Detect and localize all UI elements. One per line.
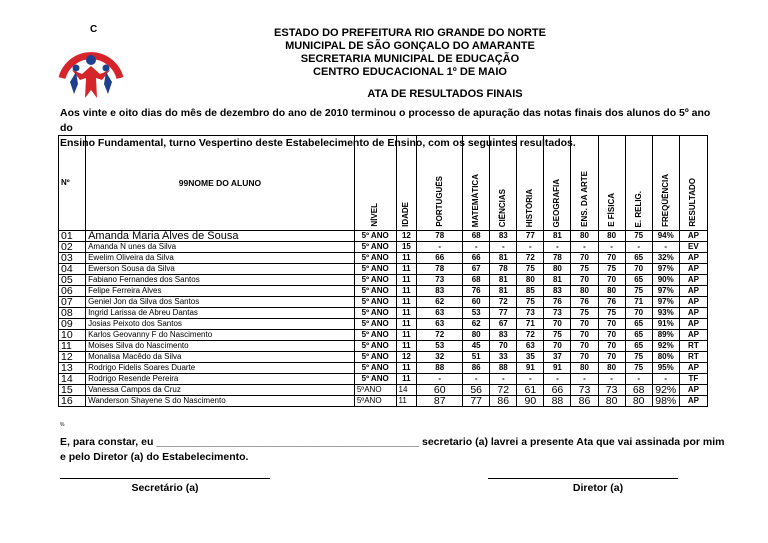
cell-no: 02	[59, 242, 86, 253]
cell-fis: 73	[598, 385, 625, 396]
table-row	[59, 297, 708, 308]
cell-mat: 66	[463, 253, 490, 264]
cell-fis: 80	[598, 363, 625, 374]
cell-nome: Amanda N unes da Silva	[86, 242, 355, 253]
cell-nome: Geniel Jon da Silva dos Santos	[86, 297, 355, 308]
cell-nivel: 5º ANO	[354, 286, 396, 297]
cell-nome: Rodrigo Fidelis Soares Duarte	[86, 363, 355, 374]
cell-nivel: 5º ANO	[354, 308, 396, 319]
cell-idade: 11	[396, 330, 417, 341]
cell-cien: -	[490, 242, 517, 253]
cell-idade: 11	[396, 253, 417, 264]
cell-freq: 97%	[652, 286, 679, 297]
header-frequencia: FREQÜÊNCIA	[652, 136, 679, 231]
cell-res: AP	[679, 297, 707, 308]
cell-arte: 80	[571, 286, 598, 297]
cell-mat: 68	[463, 231, 490, 242]
header-e-relig: E. RELIG.	[625, 136, 652, 231]
cell-freq: 89%	[652, 330, 679, 341]
cell-geo: 37	[544, 352, 571, 363]
ata-title: ATA DE RESULTADOS FINAIS	[367, 88, 523, 100]
table-row	[59, 275, 708, 286]
cell-no: 10	[59, 330, 86, 341]
cell-arte: 75	[571, 264, 598, 275]
cell-nivel: 5º ANO	[354, 341, 396, 352]
cell-cien: 83	[490, 231, 517, 242]
cell-arte: 86	[571, 396, 598, 407]
cell-port: 53	[417, 341, 463, 352]
cell-rel: 75	[625, 352, 652, 363]
cell-geo: 80	[544, 264, 571, 275]
table-row	[59, 308, 708, 319]
cell-nivel: 5ºANO	[354, 385, 396, 396]
cell-res: AP	[679, 396, 707, 407]
cell-fis: 76	[598, 297, 625, 308]
cell-geo: 91	[544, 363, 571, 374]
cell-geo: -	[544, 242, 571, 253]
cell-res: RT	[679, 352, 707, 363]
cell-res: AP	[679, 264, 707, 275]
cell-cien: 81	[490, 253, 517, 264]
cell-idade: 11	[396, 275, 417, 286]
cell-nome: Fabiano Fernandes dos Santos	[86, 275, 355, 286]
cell-mat: 77	[463, 396, 490, 407]
cell-res: EV	[679, 242, 707, 253]
cell-res: AP	[679, 253, 707, 264]
cell-no: 15	[59, 385, 86, 396]
header-line-2: MUNICIPAL DE SÃO GONÇALO DO AMARANTE	[285, 40, 535, 52]
cell-idade: 11	[396, 297, 417, 308]
cell-nivel: 5º ANO	[354, 242, 396, 253]
cell-nome: Ewelim Oliveira da Silva	[86, 253, 355, 264]
cell-hist: 75	[517, 264, 544, 275]
table-row	[59, 231, 708, 242]
cell-cien: 86	[490, 396, 517, 407]
table-row	[59, 286, 708, 297]
cell-nivel: 5º ANO	[354, 319, 396, 330]
table-row	[59, 319, 708, 330]
cell-hist: 35	[517, 352, 544, 363]
cell-hist: 90	[517, 396, 544, 407]
cell-nivel: 5ºANO	[354, 396, 396, 407]
cell-mat: 60	[463, 297, 490, 308]
cell-idade: 15	[396, 242, 417, 253]
cell-port: 83	[417, 286, 463, 297]
cell-no: 11	[59, 341, 86, 352]
cell-geo: 88	[544, 396, 571, 407]
header-matematica: MATEMÁTICA	[463, 136, 490, 231]
table-row	[59, 396, 708, 407]
cell-idade: 11	[396, 319, 417, 330]
cell-idade: 11	[396, 341, 417, 352]
cell-rel: 75	[625, 231, 652, 242]
cell-port: 32	[417, 352, 463, 363]
cell-cien: 78	[490, 264, 517, 275]
cell-rel: 65	[625, 319, 652, 330]
cell-nome: Felipe Ferreira Alves	[86, 286, 355, 297]
cell-no: 05	[59, 275, 86, 286]
cell-hist: 77	[517, 231, 544, 242]
cell-hist: 72	[517, 330, 544, 341]
cell-fis: 70	[598, 275, 625, 286]
cell-cien: 67	[490, 319, 517, 330]
table-row	[59, 253, 708, 264]
cell-res: AP	[679, 330, 707, 341]
cell-fis: 80	[598, 231, 625, 242]
header-line-4: CENTRO EDUCACIONAL 1º DE MAIO	[313, 66, 507, 78]
header-resultado: RESULTADO	[679, 136, 707, 231]
cell-cien: 88	[490, 363, 517, 374]
table-row	[59, 363, 708, 374]
cell-freq: 94%	[652, 231, 679, 242]
cell-freq: -	[652, 374, 679, 385]
table-row	[59, 330, 708, 341]
cell-fis: 75	[598, 308, 625, 319]
cell-cien: 72	[490, 385, 517, 396]
cell-idade: 12	[396, 231, 417, 242]
table-row	[59, 341, 708, 352]
cell-nivel: 5º ANO	[354, 374, 396, 385]
corner-letter: C	[90, 24, 98, 35]
cell-no: 01	[59, 231, 86, 242]
cell-nome: Wanderson Shayene S do Nascimento	[86, 396, 355, 407]
cell-cien: 83	[490, 330, 517, 341]
cell-nivel: 5º ANO	[354, 253, 396, 264]
cell-nivel: 5º ANO	[354, 352, 396, 363]
cell-geo: 81	[544, 231, 571, 242]
closing-paragraph	[60, 435, 750, 465]
cell-nivel: 5º ANO	[354, 363, 396, 374]
cell-geo: 81	[544, 275, 571, 286]
table-row	[59, 264, 708, 275]
cell-mat: 53	[463, 308, 490, 319]
cell-arte: 70	[571, 319, 598, 330]
cell-hist: 63	[517, 341, 544, 352]
cell-hist: 72	[517, 253, 544, 264]
cell-rel: 65	[625, 330, 652, 341]
cell-hist: 80	[517, 275, 544, 286]
cell-mat: -	[463, 242, 490, 253]
cell-fis: 70	[598, 319, 625, 330]
cell-fis: 70	[598, 352, 625, 363]
cell-res: AP	[679, 385, 707, 396]
cell-port: -	[417, 374, 463, 385]
header-portugues: PORTUGUÊS	[417, 136, 463, 231]
cell-geo: 83	[544, 286, 571, 297]
cell-port: 63	[417, 308, 463, 319]
cell-res: AP	[679, 308, 707, 319]
cell-mat: 76	[463, 286, 490, 297]
cell-hist: 85	[517, 286, 544, 297]
cell-fis: 70	[598, 330, 625, 341]
cell-nome: Josias Peixoto dos Santos	[86, 319, 355, 330]
cell-rel: 65	[625, 341, 652, 352]
cell-geo: 66	[544, 385, 571, 396]
intro-line-2: Ensino Fundamental, turno Vespertino deste Estabelecimento de Ensino, com os seguintes resultados.	[60, 137, 576, 149]
cell-idade: 14	[396, 385, 417, 396]
cell-port: 60	[417, 385, 463, 396]
cell-rel: -	[625, 242, 652, 253]
cell-res: AP	[679, 231, 707, 242]
cell-nivel: 5º ANO	[354, 231, 396, 242]
cell-arte: 80	[571, 363, 598, 374]
cell-no: 16	[59, 396, 86, 407]
cell-idade: 12	[396, 352, 417, 363]
cell-freq: 98%	[652, 396, 679, 407]
header-ciencias: CIÊNCIAS	[490, 136, 517, 231]
cell-nome: Karlos Geovanny F do Nascimento	[86, 330, 355, 341]
cell-nome: Ingrid Larissa de Abreu Dantas	[86, 308, 355, 319]
table-header-row	[59, 136, 708, 231]
cell-nome: Monalisa Macêdo da Silva	[86, 352, 355, 363]
cell-nivel: 5º ANO	[354, 275, 396, 286]
cell-no: 03	[59, 253, 86, 264]
table-row	[59, 352, 708, 363]
cell-rel: 65	[625, 253, 652, 264]
cell-hist: 61	[517, 385, 544, 396]
cell-fis: -	[598, 242, 625, 253]
cell-cien: 33	[490, 352, 517, 363]
cell-fis: 70	[598, 253, 625, 264]
cell-hist: -	[517, 242, 544, 253]
cell-idade: 11	[396, 286, 417, 297]
cell-mat: -	[463, 374, 490, 385]
cell-mat: 67	[463, 264, 490, 275]
cell-geo: 70	[544, 341, 571, 352]
header-e-fisica: E FÍSICA	[598, 136, 625, 231]
cell-cien: -	[490, 374, 517, 385]
secretario-label: Secretário (a)	[131, 482, 199, 494]
cell-idade: 11	[396, 363, 417, 374]
cell-rel: 80	[625, 396, 652, 407]
cell-geo: 70	[544, 319, 571, 330]
cell-freq: 91%	[652, 319, 679, 330]
secretario-signature-line	[60, 478, 270, 479]
table-row	[59, 374, 708, 385]
cell-arte: 80	[571, 231, 598, 242]
cell-freq: -	[652, 242, 679, 253]
cell-nome: Moises Silva do Nascimento	[86, 341, 355, 352]
cell-port: -	[417, 242, 463, 253]
cell-no: 12	[59, 352, 86, 363]
cell-nome: Rodrigo Resende Pereira	[86, 374, 355, 385]
cell-port: 62	[417, 297, 463, 308]
cell-arte: -	[571, 242, 598, 253]
cell-nome: Amanda Maria Alves de Sousa	[86, 231, 355, 242]
cell-arte: 70	[571, 352, 598, 363]
header-nivel: NÍVEL	[354, 136, 396, 231]
cell-idade: 11	[396, 374, 417, 385]
cell-mat: 68	[463, 275, 490, 286]
cell-geo: 73	[544, 308, 571, 319]
diretor-signature-line	[488, 478, 678, 479]
cell-res: AP	[679, 363, 707, 374]
cell-nivel: 5º ANO	[354, 330, 396, 341]
cell-port: 87	[417, 396, 463, 407]
cell-fis: 70	[598, 341, 625, 352]
cell-rel: 70	[625, 264, 652, 275]
table-row	[59, 385, 708, 396]
cell-rel: 75	[625, 363, 652, 374]
cell-mat: 62	[463, 319, 490, 330]
table-row	[59, 242, 708, 253]
cell-cien: 72	[490, 297, 517, 308]
cell-rel: 70	[625, 308, 652, 319]
cell-no: 14	[59, 374, 86, 385]
cell-mat: 45	[463, 341, 490, 352]
cell-cien: 77	[490, 308, 517, 319]
header-no: Nº	[59, 136, 86, 231]
cell-hist: 71	[517, 319, 544, 330]
cell-fis: 80	[598, 396, 625, 407]
cell-mat: 86	[463, 363, 490, 374]
cell-idade: 11	[396, 308, 417, 319]
cell-freq: 92%	[652, 341, 679, 352]
cell-no: 08	[59, 308, 86, 319]
percent-mark: %	[60, 422, 65, 428]
cell-arte: 70	[571, 253, 598, 264]
cell-port: 72	[417, 330, 463, 341]
cell-arte: 70	[571, 341, 598, 352]
cell-idade: 11	[396, 264, 417, 275]
header-nome: 99NOME DO ALUNO	[86, 136, 355, 231]
closing-line-1: E, para constar, eu _____________________________________________ secretario (a) lavrei a presente Ata que vai assinada por mim	[60, 436, 725, 448]
cell-arte: -	[571, 374, 598, 385]
cell-freq: 32%	[652, 253, 679, 264]
cell-cien: 81	[490, 275, 517, 286]
cell-no: 07	[59, 297, 86, 308]
cell-nivel: 5º ANO	[354, 264, 396, 275]
cell-nome: Ewerson Sousa da Silva	[86, 264, 355, 275]
cell-idade: 11	[396, 396, 417, 407]
people-figures-logo-icon	[52, 30, 130, 108]
cell-arte: 76	[571, 297, 598, 308]
cell-hist: 91	[517, 363, 544, 374]
cell-freq: 97%	[652, 264, 679, 275]
cell-rel: 65	[625, 275, 652, 286]
intro-line-1: Aos vinte e oito dias do mês de dezembro do ano de 2010 terminou o processo de apuração das notas finais dos alunos do 5º ano do	[60, 107, 711, 134]
cell-rel: -	[625, 374, 652, 385]
cell-arte: 73	[571, 385, 598, 396]
cell-port: 66	[417, 253, 463, 264]
cell-hist: 75	[517, 297, 544, 308]
cell-hist: 73	[517, 308, 544, 319]
cell-geo: -	[544, 374, 571, 385]
cell-mat: 56	[463, 385, 490, 396]
cell-rel: 75	[625, 286, 652, 297]
cell-freq: 80%	[652, 352, 679, 363]
cell-res: RT	[679, 341, 707, 352]
cell-freq: 92%	[652, 385, 679, 396]
header-line-1: ESTADO DO PREFEITURA RIO GRANDE DO NORTE	[274, 27, 546, 39]
cell-no: 09	[59, 319, 86, 330]
cell-res: TF	[679, 374, 707, 385]
cell-port: 78	[417, 231, 463, 242]
cell-hist: -	[517, 374, 544, 385]
closing-line-2: e pelo Diretor (a) do Estabelecimento.	[60, 451, 249, 463]
cell-cien: 81	[490, 286, 517, 297]
cell-res: AP	[679, 319, 707, 330]
cell-fis: -	[598, 374, 625, 385]
cell-rel: 68	[625, 385, 652, 396]
results-table	[58, 135, 708, 407]
cell-fis: 75	[598, 264, 625, 275]
header-historia: HISTÓRIA	[517, 136, 544, 231]
cell-freq: 97%	[652, 297, 679, 308]
header-line-3: SECRETARIA MUNICIPAL DE EDUCAÇÃO	[300, 53, 520, 65]
cell-geo: 78	[544, 253, 571, 264]
cell-port: 78	[417, 264, 463, 275]
diretor-label: Diretor (a)	[572, 482, 624, 494]
cell-port: 88	[417, 363, 463, 374]
cell-arte: 75	[571, 308, 598, 319]
cell-no: 04	[59, 264, 86, 275]
cell-no: 06	[59, 286, 86, 297]
cell-freq: 90%	[652, 275, 679, 286]
cell-geo: 76	[544, 297, 571, 308]
cell-port: 73	[417, 275, 463, 286]
cell-nivel: 5º ANO	[354, 297, 396, 308]
cell-freq: 95%	[652, 363, 679, 374]
cell-cien: 70	[490, 341, 517, 352]
header-idade: IDADE	[396, 136, 417, 231]
cell-no: 13	[59, 363, 86, 374]
cell-res: AP	[679, 275, 707, 286]
cell-arte: 70	[571, 330, 598, 341]
header-ens-arte: ENS. DA ARTE	[571, 136, 598, 231]
cell-fis: 80	[598, 286, 625, 297]
cell-res: AP	[679, 286, 707, 297]
cell-mat: 51	[463, 352, 490, 363]
cell-freq: 93%	[652, 308, 679, 319]
cell-mat: 80	[463, 330, 490, 341]
header-geografia: GEOGRAFIA	[544, 136, 571, 231]
cell-rel: 71	[625, 297, 652, 308]
cell-arte: 70	[571, 275, 598, 286]
cell-geo: 75	[544, 330, 571, 341]
cell-port: 63	[417, 319, 463, 330]
cell-nome: Vanessa Campos da Cruz	[86, 385, 355, 396]
